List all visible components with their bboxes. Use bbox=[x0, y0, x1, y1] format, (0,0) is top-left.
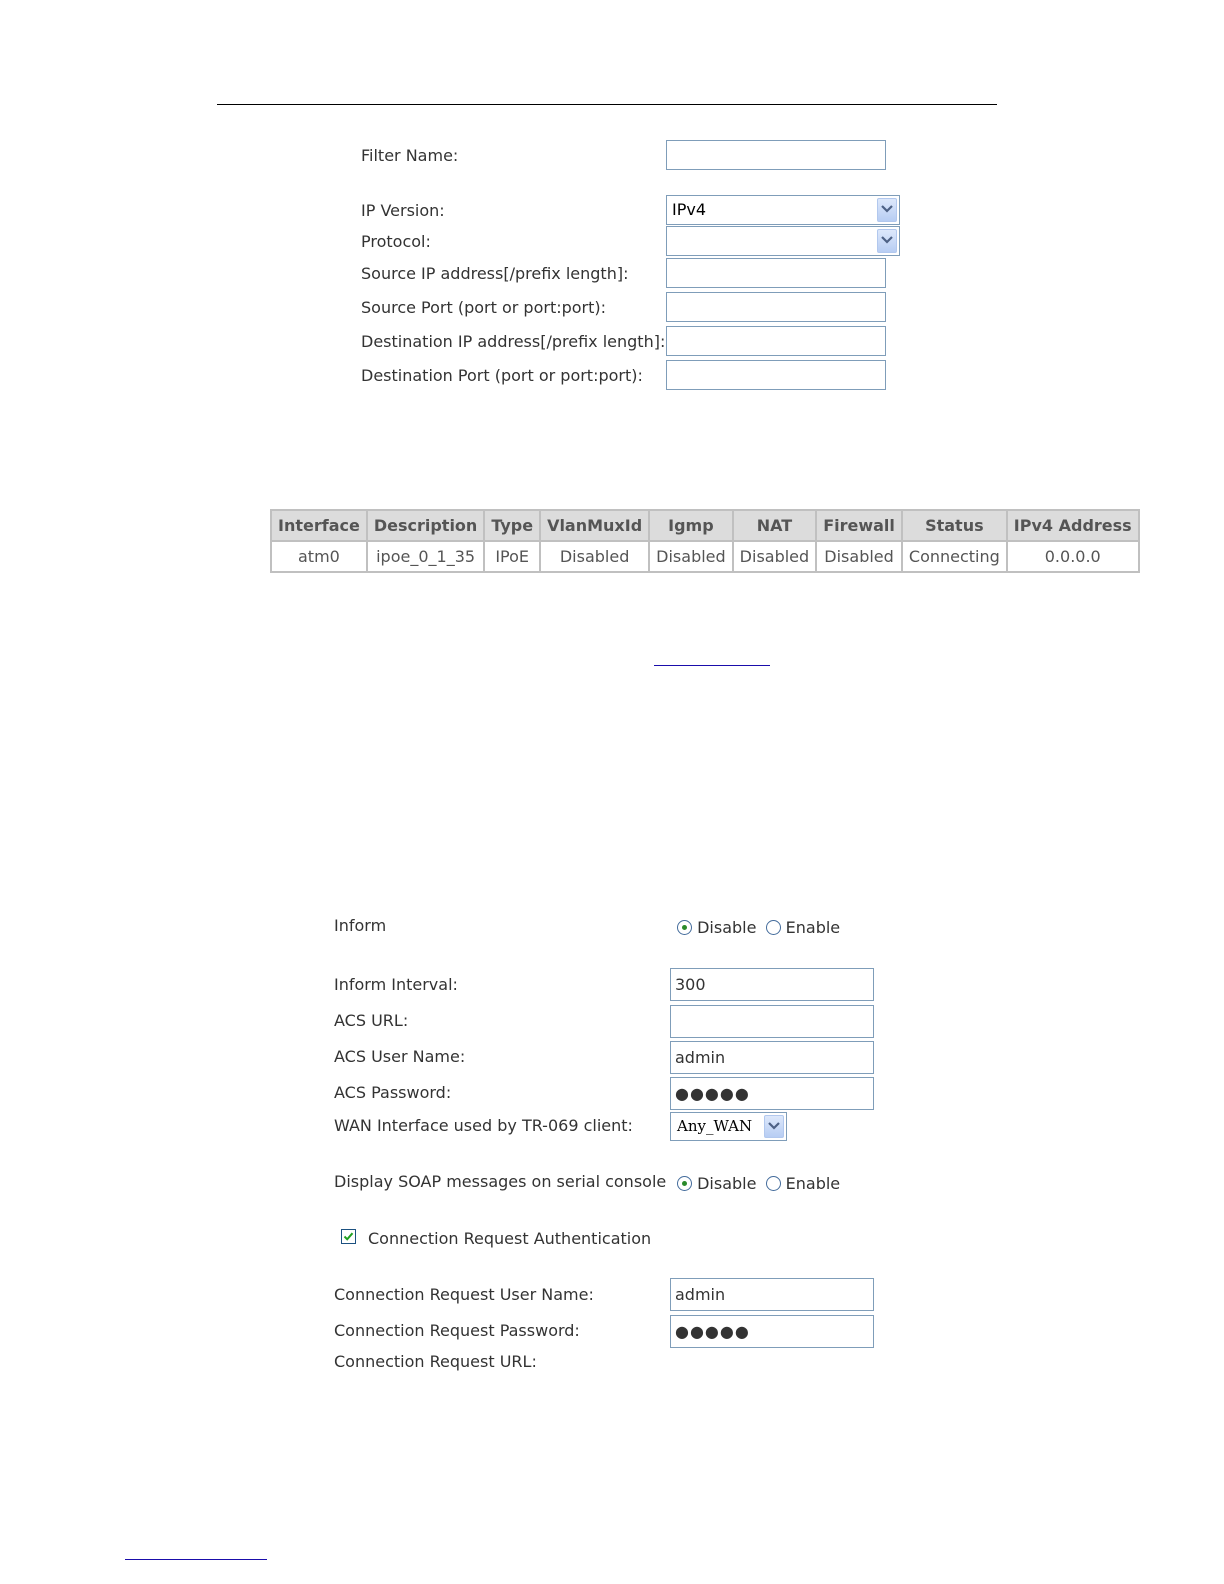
dest-ip-label: Destination IP address[/prefix length]: bbox=[361, 332, 666, 351]
acs-password-label: ACS Password: bbox=[334, 1083, 452, 1102]
col-type: Type bbox=[484, 510, 540, 541]
cell-nat: Disabled bbox=[733, 541, 817, 572]
inform-enable-label: Enable bbox=[785, 918, 841, 937]
wan-interface-value: Any_WAN bbox=[677, 1117, 753, 1135]
col-firewall: Firewall bbox=[816, 510, 902, 541]
wan-interface-table bbox=[270, 509, 1140, 573]
cell-interface: atm0 bbox=[271, 541, 367, 572]
acs-url-input[interactable] bbox=[670, 1005, 874, 1038]
inform-radio-group bbox=[677, 918, 844, 937]
col-interface: Interface bbox=[271, 510, 367, 541]
footer-link-underline[interactable] bbox=[125, 1559, 267, 1560]
soap-radio-group bbox=[677, 1174, 844, 1193]
checkmark-icon bbox=[342, 1230, 355, 1243]
cell-firewall: Disabled bbox=[816, 541, 902, 572]
col-nat: NAT bbox=[733, 510, 817, 541]
soap-label: Display SOAP messages on serial console bbox=[334, 1172, 667, 1191]
protocol-label: Protocol: bbox=[361, 232, 431, 251]
cell-vlanmuxid: Disabled bbox=[540, 541, 649, 572]
chevron-down-icon bbox=[764, 1115, 784, 1138]
link-underline[interactable] bbox=[654, 665, 770, 666]
conn-password-input[interactable] bbox=[670, 1315, 874, 1348]
col-status: Status bbox=[902, 510, 1007, 541]
source-port-input[interactable] bbox=[666, 292, 886, 322]
table-row bbox=[271, 541, 1139, 572]
conn-user-label: Connection Request User Name: bbox=[334, 1285, 594, 1304]
acs-user-input[interactable] bbox=[670, 1041, 874, 1074]
source-port-label: Source Port (port or port:port): bbox=[361, 298, 607, 317]
source-ip-input[interactable] bbox=[666, 258, 886, 288]
dest-port-label: Destination Port (port or port:port): bbox=[361, 366, 643, 385]
conn-password-label: Connection Request Password: bbox=[334, 1321, 580, 1340]
table-header-row bbox=[271, 510, 1139, 541]
inform-enable-radio[interactable] bbox=[766, 920, 781, 935]
chevron-down-icon bbox=[877, 229, 897, 253]
cell-ipv4-address: 0.0.0.0 bbox=[1007, 541, 1139, 572]
inform-disable-label: Disable bbox=[697, 918, 757, 937]
filter-name-label: Filter Name: bbox=[361, 146, 459, 165]
ip-version-select[interactable] bbox=[666, 195, 900, 225]
ip-version-value: IPv4 bbox=[672, 200, 707, 219]
soap-disable-radio[interactable] bbox=[677, 1176, 692, 1191]
header-rule bbox=[217, 104, 997, 105]
cell-description: ipoe_0_1_35 bbox=[367, 541, 484, 572]
col-description: Description bbox=[367, 510, 484, 541]
wan-interface-select[interactable] bbox=[670, 1112, 787, 1141]
conn-auth-checkbox[interactable] bbox=[341, 1229, 356, 1244]
inform-disable-radio[interactable] bbox=[677, 920, 692, 935]
inform-interval-label: Inform Interval: bbox=[334, 975, 458, 994]
chevron-down-icon bbox=[877, 198, 897, 222]
acs-url-label: ACS URL: bbox=[334, 1011, 409, 1030]
dest-port-input[interactable] bbox=[666, 360, 886, 390]
conn-auth-label: Connection Request Authentication bbox=[368, 1229, 652, 1248]
source-ip-label: Source IP address[/prefix length]: bbox=[361, 264, 629, 283]
cell-status: Connecting bbox=[902, 541, 1007, 572]
conn-url-label: Connection Request URL: bbox=[334, 1352, 537, 1371]
col-ipv4-address: IPv4 Address bbox=[1007, 510, 1139, 541]
cell-type: IPoE bbox=[484, 541, 540, 572]
acs-password-input[interactable] bbox=[670, 1077, 874, 1110]
acs-user-label: ACS User Name: bbox=[334, 1047, 466, 1066]
inform-interval-input[interactable] bbox=[670, 968, 874, 1001]
col-vlanmuxid: VlanMuxId bbox=[540, 510, 649, 541]
dest-ip-input[interactable] bbox=[666, 326, 886, 356]
ip-version-label: IP Version: bbox=[361, 201, 445, 220]
soap-disable-label: Disable bbox=[697, 1174, 757, 1193]
inform-label: Inform bbox=[334, 916, 387, 935]
conn-user-input[interactable] bbox=[670, 1278, 874, 1311]
soap-enable-label: Enable bbox=[785, 1174, 841, 1193]
wan-interface-label: WAN Interface used by TR-069 client: bbox=[334, 1116, 633, 1135]
col-igmp: Igmp bbox=[649, 510, 733, 541]
protocol-select[interactable] bbox=[666, 226, 900, 256]
filter-name-input[interactable] bbox=[666, 140, 886, 170]
soap-enable-radio[interactable] bbox=[766, 1176, 781, 1191]
cell-igmp: Disabled bbox=[649, 541, 733, 572]
